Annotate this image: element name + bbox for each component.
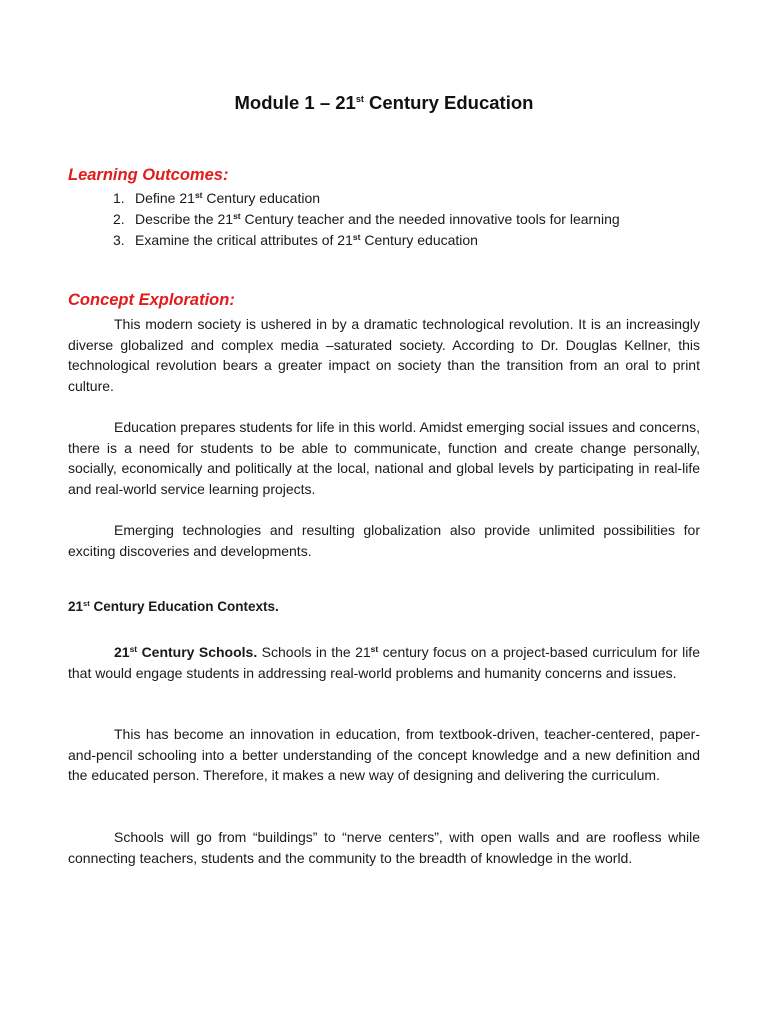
paragraph-schools: 21st Century Schools. Schools in the 21st century focus on a project-based curriculum for life that would engage students in addressing real-world problems and humanity concerns and issues.	[68, 644, 700, 681]
concept-exploration-heading: Concept Exploration:	[68, 291, 235, 309]
schools-lead: 21st Century Schools.	[114, 644, 258, 660]
paragraph: Education prepares students for life in this world. Amidst emerging social issues and concerns, there is a need for students to be able to communicate, function and create change personally, socially, economically and politically at the local, national and global levels by participating in real-life and real-world service learning projects.	[68, 419, 700, 498]
learning-outcomes-list	[113, 188, 620, 251]
contexts-heading: 21st Century Education Contexts.	[68, 599, 279, 614]
list-item: 3. Examine the critical attributes of 21st Century education	[113, 232, 478, 248]
paragraph: This modern society is ushered in by a dramatic technological revolution. It is an increasingly diverse globalized and complex media –saturated society. According to Dr. Douglas Kellner, this technological revolution bears a greater impact on society than the transition from an oral to print culture.	[68, 316, 700, 395]
learning-outcomes-heading: Learning Outcomes:	[68, 166, 229, 184]
paragraph: This has become an innovation in education, from textbook-driven, teacher-centered, paper-and-pencil schooling into a better understanding of the concept knowledge and a new definition and the educated person. Therefore, it makes a new way of designing and delivering the curriculum.	[68, 726, 700, 784]
list-item: 2. Describe the 21st Century teacher and the needed innovative tools for learning	[113, 211, 620, 227]
list-item: 1. Define 21st Century education	[113, 190, 321, 206]
paragraph: Emerging technologies and resulting globalization also provide unlimited possibilities for exciting discoveries and developments.	[68, 522, 700, 559]
page-title: Module 1 – 21st Century Education	[234, 92, 534, 113]
paragraph: Schools will go from “buildings” to “nerve centers”, with open walls and are roofless while connecting teachers, students and the community to the breadth of knowledge in the world.	[68, 829, 700, 866]
